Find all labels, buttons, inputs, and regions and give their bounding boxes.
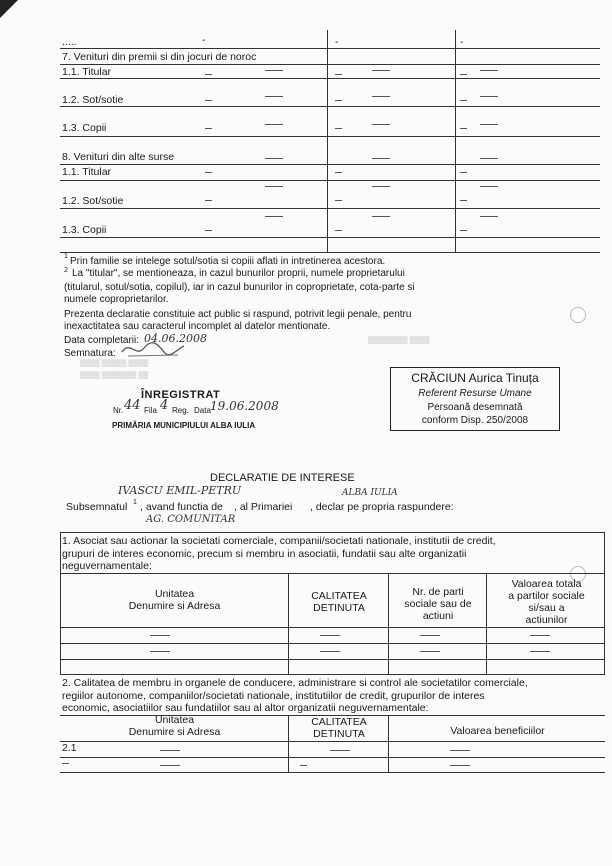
signature-label: Semnatura: <box>64 348 116 359</box>
s1-col4-header: Valoarea totala a partilor sociale si/sau a actiunilor <box>508 578 585 626</box>
section2-text-line2: regiilor autonome, companiilor/societati nationale, institutiilor de credit, grupurilor de interes <box>62 690 485 702</box>
section2-text-line3: economic, asociatiilor sau fundatiilor sau al altor organizatii neguvernamentale: <box>62 702 429 714</box>
declarant-place: ALBA IULIA <box>342 488 398 498</box>
hr-line3: Persoană desemnată <box>427 402 523 413</box>
hr-stamp <box>390 367 560 431</box>
footnote-2-line1: La "titular", se mentioneaza, in cazul bunurilor proprii, numele proprietarului <box>72 268 405 279</box>
registration-fila: 4 <box>160 398 169 413</box>
ellipsis: ..... <box>62 36 77 48</box>
declaration-line2: inexactitatea sau caracterul incomplet al datelor mentionate. <box>64 321 331 332</box>
s2-row-label: 2.1 <box>62 742 77 754</box>
registration-institution: PRIMĂRIA MUNICIPIULUI ALBA IULIA <box>112 421 256 430</box>
document-page: ..... - - - 7. Venituri din premii si din jocuri de noroc 1.1. Titular 1.2. Sot/sotie 1.3. Copii 8. Venituri din alte surse 1.1. Titular 1.2. Sot/sotie 1.3. Copii 1 Prin familie se intelege sotul/sotia si copiii aflati in intretinerea acestora. 2 La "titular", se mentioneaza, in cazul bunurilor proprii, numele proprietarului (titularul, sotul/sotia, copilul), iar in cazul bunurilor in coproprietate, cota-parte si numele coproprietarilor. Prezenta declaratie constituie act public si raspund, potrivit legii penale, pentru inexactitatea sau caracterul incomplet al datelor mentionate. Data completarii: 04.06.2008 Semnatura: ▒▒▒▒▒▒▒▒ ▒▒▒▒ ▒▒▒▒ ▒▒▒▒▒ ▒▒▒▒ ▒▒▒▒ ▒▒▒▒▒▒▒ ▒▒ ÎNREGISTRAT Nr. 44 Fila 4 Reg. Data 19.06.2008 PRIMĂRIA MUNICIPIULUI ALBA IULIA CRĂCIUN Aurica Tinuța Referent Resurse Umane Persoană desemnată conform Disp. 250/2008 DECLARATIE DE INTERESE IVASCU EMIL-PETRU ALBA IULIA Subsemnatul 1 , avand functia de , al Primariei , declar pe propria raspundere: AG. COMUNITAR 1. Asociat sau actionar la societati comerciale, companii/societati nationale, institutii de credit, grupuri de interes economic, precum si membru in asociatii, fundatii sau alte organizatii neguvernamentale: Unitatea Denumire si Adresa CALITATEA DETINUTA Nr. de parti sociale sau de actiuni Valoarea totala a partilor sociale si/sau a actiunilor 2. Calitatea de membru in organele de conducere, administrare si control ale societatilor comerciale, regiilor autonome, companiilor/societati nationale, institutiilor de credit, grupurilor de interes economic, asociatiilor sau fundatiilor sau al altor organizatii neguvernamentale: Unitatea Denumire si Adresa CALITATEA DETINUTA Valoarea beneficiilor 2.1 <box>0 0 612 866</box>
punch-hole-top <box>570 307 586 323</box>
row-sot-8: 1.2. Sot/sotie <box>62 195 124 207</box>
section8-title: 8. Venituri din alte surse <box>62 151 175 163</box>
s2-col2-header: CALITATEA DETINUTA <box>311 716 367 740</box>
section1-text-line3: neguvernamentale: <box>62 560 152 572</box>
section1-text-line2: grupuri de interes economic, precum si membru in asociatii, fundatii sau alte organizatii <box>62 548 467 560</box>
declaration-line1: Prezenta declaratie constituie act public si raspund, potrivit legii penale, pentru <box>64 309 412 320</box>
section7-title: 7. Venituri din premii si din jocuri de noroc <box>62 51 257 63</box>
declarant-name: IVASCU EMIL-PETRU <box>118 484 242 497</box>
date-value: 04.06.2008 <box>144 332 207 345</box>
row-sot: 1.2. Sot/sotie <box>62 94 124 106</box>
s2-col1-header: Unitatea Denumire si Adresa <box>128 714 221 738</box>
s1-col2-header: CALITATEA DETINUTA <box>311 590 367 614</box>
row-copii-8: 1.3. Copii <box>62 224 107 236</box>
section1-text-line1: 1. Asociat sau actionar la societati comerciale, companii/societati nationale, institutii de credit, <box>62 535 496 547</box>
footnote-2-line3: numele coproprietarilor. <box>64 294 169 305</box>
s1-col1-header: Unitatea Denumire si Adresa <box>128 588 221 612</box>
registration-date: 19.06.2008 <box>210 399 279 413</box>
footnote-2-line2: (titularul, sotul/sotia, copilul), iar in cazul bunurilor in coproprietate, cota-parte si <box>64 282 415 293</box>
row-titular-8: 1.1. Titular <box>62 166 112 178</box>
row-copii: 1.3. Copii <box>62 122 107 134</box>
declaration-title: DECLARATIE DE INTERESE <box>210 472 355 484</box>
date-label: Data completarii: <box>64 335 140 346</box>
signature-scribble <box>118 338 188 360</box>
registration-number: 44 <box>124 398 141 413</box>
footnote-1: Prin familie se intelege sotul/sotia si copiii aflati in intretinerea acestora. <box>70 256 386 267</box>
hr-role: Referent Resurse Umane <box>418 388 532 399</box>
section2-text-line1: 2. Calitatea de membru in organele de conducere, administrare si control ale societatilor comerciale, <box>62 677 528 689</box>
registration-title: ÎNREGISTRAT <box>141 389 221 401</box>
s2-col3-header: Valoarea beneficiilor <box>450 725 545 737</box>
subsemnatul-label: Subsemnatul <box>66 501 128 513</box>
declarant-function: AG. COMUNITAR <box>146 514 236 525</box>
hr-line4: conform Disp. 250/2008 <box>421 415 529 426</box>
faint-stamp-text: ▒▒▒▒▒▒▒▒ ▒▒▒▒ <box>368 337 430 344</box>
hr-name: CRĂCIUN Aurica Tinuța <box>411 371 539 385</box>
s1-col3-header: Nr. de parti sociale sau de actiuni <box>404 586 472 622</box>
corner-mark <box>0 0 18 18</box>
row-titular: 1.1. Titular <box>62 66 112 78</box>
